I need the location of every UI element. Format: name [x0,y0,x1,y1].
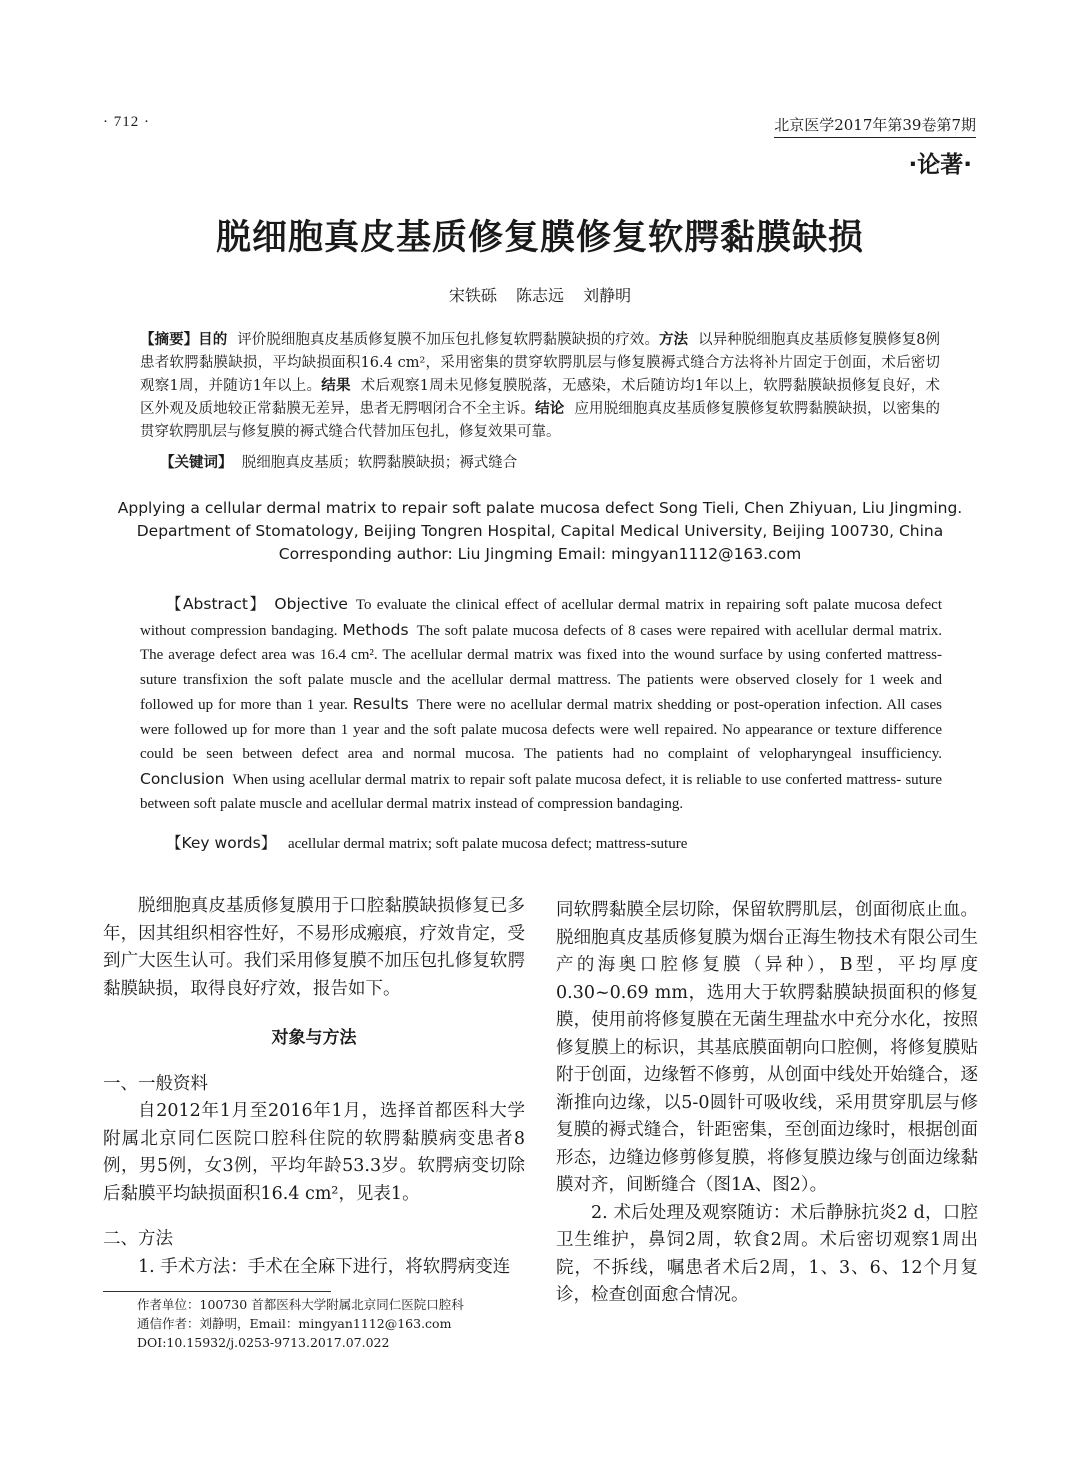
section-tag: ·论著· [908,152,972,178]
subsection-2-text: 1. 手术方法：手术在全麻下进行，将软腭病变连 [138,1256,511,1277]
abstract-cn [140,329,940,444]
subsection-1-heading: 一、一般资料 [103,1073,208,1094]
keywords-cn-label: 【关键词】 [160,455,233,471]
footnote-doi: DOI:10.15932/j.0253-9713.2017.07.022 [137,1335,390,1350]
english-title-line: Applying a cellular dermal matrix to repair soft palate mucosa defect Song Tieli, Chen Zhiyuan, Liu Jingming. [117,499,963,517]
body-right-column [556,897,978,1310]
keywords-en-label: 【Key words】 [166,834,277,852]
methods-label-cn: 方法 [659,332,689,348]
keywords-cn-text: 脱细胞真皮基质；软腭黏膜缺损；褥式缝合 [241,455,518,471]
objective-en: To evaluate the clinical effect of acellular dermal matrix in repairing soft palate mucosa defect without compression bandaging. [140,597,943,639]
postop-paragraph: 2. 术后处理及观察随访：术后静脉抗炎2 d，口腔卫生维护，鼻饲2周，软食2周。术后密切观察1周出院，不拆线，嘱患者术后2周，1、3、6、12个月复诊，检查创面愈合情况。 [556,1202,978,1305]
intro-paragraph: 脱细胞真皮基质修复膜用于口腔黏膜缺损修复已多年，因其组织相容性好，不易形成瘢痕，疗效肯定，受到广大医生认可。我们采用修复膜不加压包扎修复软腭黏膜缺损，取得良好疗效，报告如下。 [103,896,525,999]
abstract-en-label: 【Abstract】 [166,595,267,613]
subsection-2-heading: 二、方法 [103,1229,173,1249]
page-number: · 712 · [103,114,150,130]
objective-cn: 评价脱细胞真皮基质修复膜不加压包扎修复软腭黏膜缺损的疗效。 [237,332,660,348]
english-affiliation-line: Department of Stomatology, Beijing Tongren Hospital, Capital Medical University, Beijing 100730, China [136,522,944,540]
objective-label-cn: 目的 [198,332,228,348]
results-cn: 术后观察1周未见修复膜脱落，无感染，术后随访均1年以上，软腭黏膜缺损修复良好，术区外观及质地较正常黏膜无差异，患者无腭咽闭合不全主诉。 [140,378,941,417]
conclusion-label-cn: 结论 [535,401,565,417]
objective-label-en: Objective [274,595,348,613]
section-heading: 对象与方法 [271,1028,357,1048]
footnotes [137,1295,464,1352]
english-corresponding-line: Corresponding author: Liu Jingming Email: mingyan1112@163.com [278,545,802,563]
keywords-en [166,831,687,853]
abstract-cn-label: 【摘要】 [140,332,199,348]
results-en: There were no acellular dermal matrix shedding or post-operation infection. All cases were followed up for more than 1 year and the soft palate mucosa defects were well repaired. No appearance or texture difference could be seen between defect area and normal mucosa. The patients had no complaint of velopharyngeal insufficiency. [140,697,942,762]
methods-cn: 以异种脱细胞真皮基质修复膜修复8例患者软腭黏膜缺损，平均缺损面积16.4 cm²，采用密集的贯穿软腭肌层与修复膜褥式缝合方法将补片固定于创面，术后密切观察1周，并随访1年以上。 [140,332,941,394]
footnote-divider [103,1291,331,1292]
results-label-cn: 结果 [321,378,351,394]
keywords-cn [160,451,517,472]
article-title: 脱细胞真皮基质修复膜修复软腭黏膜缺损 [215,218,864,258]
footnote-corresponding: 通信作者：刘静明，Email：mingyan1112@163.com [137,1316,452,1331]
keywords-en-text: acellular dermal matrix; soft palate mucosa defect; mattress-suture [287,836,688,852]
footnote-affiliation: 作者单位：100730 首都医科大学附属北京同仁医院口腔科 [137,1297,464,1312]
body-left-column [103,893,525,1281]
methods-en: The soft palate mucosa defects of 8 cases were repaired with acellular dermal matrix. The average defect area was 16.4 cm². The acellular dermal matrix was fixed into the wound surface by using conferted mattress-suture transfixion the soft palate muscle and the acellular dermal mattress. The patients were observed closely for 1 week and followed up for more than 1 year. [140,622,943,713]
subsection-1-text: 自2012年1月至2016年1月，选择首都医科大学附属北京同仁医院口腔科住院的软腭黏膜病变患者8例，男5例，女3例，平均年龄53.3岁。软腭病变切除后黏膜平均缺损面积16.4 cm²，见表1。 [103,1101,525,1204]
methods-paragraph-continued: 同软腭黏膜全层切除，保留软腭肌层，创面彻底止血。脱细胞真皮基质修复膜为烟台正海生物技术有限公司生产的海奥口腔修复膜（异种），B型，平均厚度0.30~0.69 mm，选用大于软腭黏膜缺损面积的修复膜，使用前将修复膜在无菌生理盐水中充分水化，按照修复膜上的标识，其基底膜面朝向口腔侧，将修复膜贴附于创面，边缘暂不修剪，从创面中线处开始缝合，逐渐推向边缘，以5-0圆针可吸收线，采用贯穿肌层与修复膜的褥式缝合，针距密集，至创面边缘时，根据创面形态，边缝边修剪修复膜，将修复膜边缘与创面边缘黏膜对齐，间断缝合（图1A、图2）。 [556,900,978,1195]
english-header [100,497,980,566]
methods-label-en: Methods [342,620,409,639]
journal-header: 北京医学2017年第39卷第7期 [774,114,976,138]
conclusion-label-en: Conclusion [140,769,225,788]
conclusion-cn: 应用脱细胞真皮基质修复膜修复软腭黏膜缺损，以密集的贯穿软腭肌层与修复膜的褥式缝合代替加压包扎，修复效果可靠。 [140,401,941,440]
conclusion-en: When using acellular dermal matrix to repair soft palate mucosa defect, it is reliable to use conferted mattress- suture between soft palate muscle and acellular dermal matrix instead of compression bandaging. [140,771,942,812]
abstract-en [140,592,942,817]
authors: 宋铁砾 陈志远 刘静明 [448,286,632,305]
results-label-en: Results [352,695,409,713]
